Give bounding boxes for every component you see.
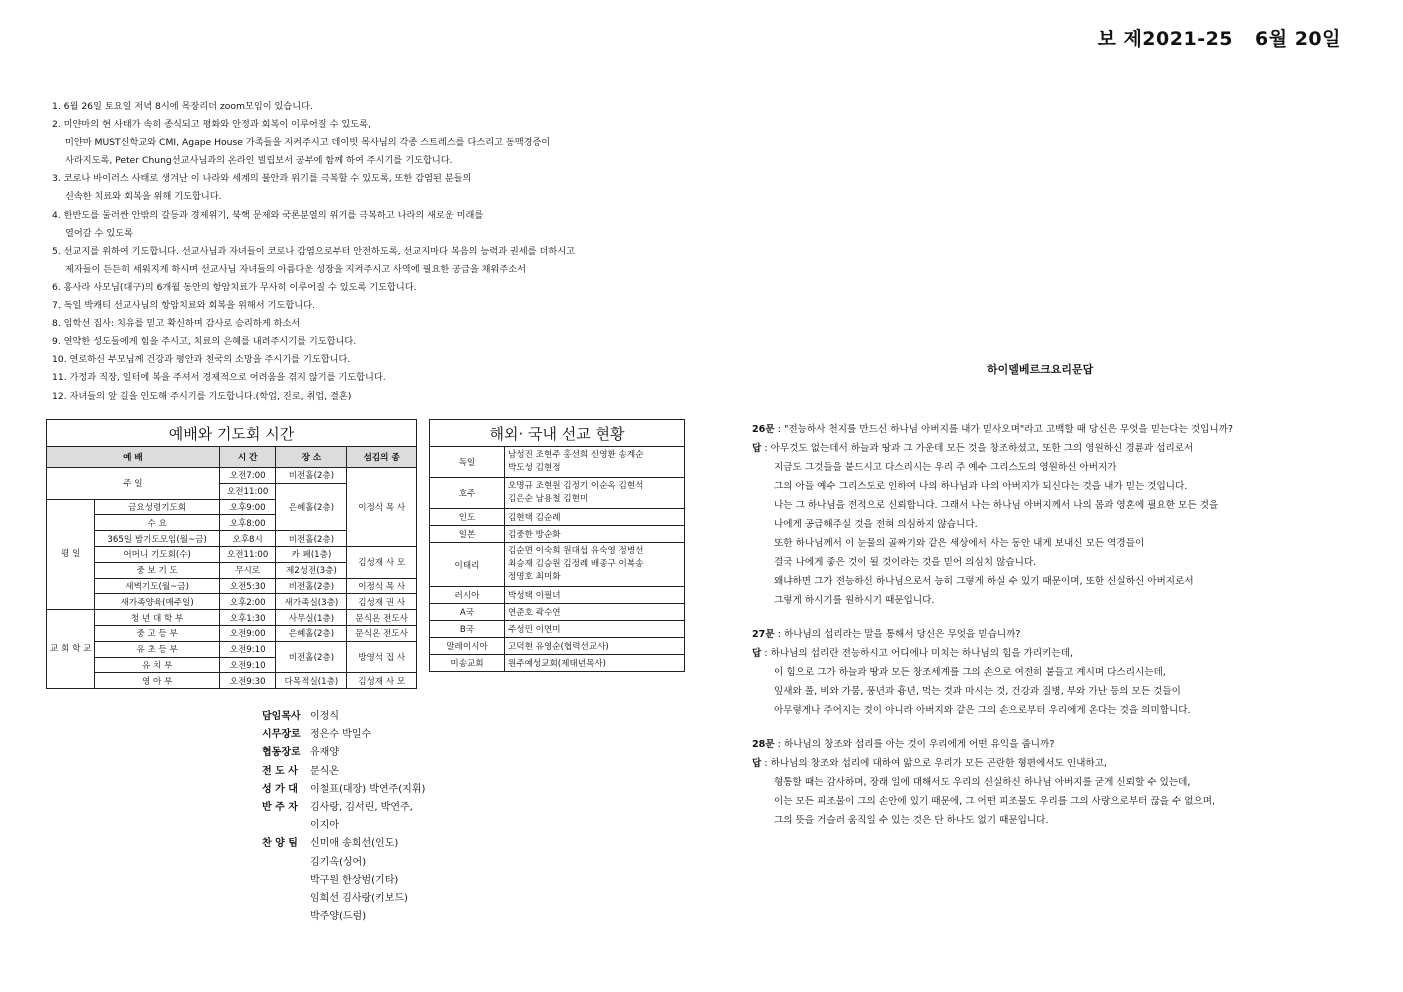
- notice-line: 11. 가정과 직장, 일터에 복을 주셔서 경제적으로 어려움을 겪지 않기를 기도합니다.: [52, 372, 386, 384]
- answer-text: 나에게 공급해주실 것을 전혀 의심하지 않습니다.: [774, 519, 978, 530]
- service-place: 제2성전(3층): [276, 562, 347, 578]
- answer-line: 답 : 아무것도 없는데서 하늘과 땅과 그 가운데 모든 것을 창조하셨고, 또한 그의 영원하신 경륜과 섭리로서: [752, 443, 1194, 454]
- mission-names: 박도성 김현정: [508, 463, 561, 473]
- mission-names: 정명호 최미화: [508, 572, 561, 582]
- bulletin-date: 6월 20일: [1255, 28, 1341, 50]
- staff-value-cont: 박구원 한상범(기타): [310, 874, 399, 886]
- staff-value-cont: 김기옥(싱어): [310, 856, 367, 868]
- school-time: 오후1:30: [219, 610, 276, 626]
- sunday-time-1: 오전7:00: [219, 468, 276, 484]
- school-name: 중 고 등 부: [95, 625, 219, 641]
- answer-text: 또한 하나님께서 이 눈물의 골짜기와 같은 세상에서 사는 동안 내게 보내신 모든 역경들이: [774, 538, 1145, 549]
- service-time: 오전11:00: [219, 546, 276, 562]
- staff-value: 정은수 박일수: [310, 729, 372, 741]
- staff-value: 문식온: [310, 765, 339, 777]
- weekday-group-label: 평 일: [47, 499, 95, 610]
- question-line: 28문 : 하나님의 창조와 섭리를 아는 것이 우리에게 어떤 유익을 줍니까?: [752, 739, 1055, 750]
- service-place: 카 페(1층): [276, 546, 347, 562]
- header-place: 장 소: [276, 447, 347, 468]
- sunday-place-1: 비전홀(2층): [276, 468, 347, 484]
- service-name: 중 보 기 도: [95, 562, 219, 578]
- question-line: 27문 : 하나님의 섭리라는 말을 통해서 당신은 무엇을 믿습니까?: [752, 629, 1021, 640]
- question-label: 26문: [752, 424, 775, 435]
- notice-line: 12. 자녀들의 앞 길을 인도해 주시기를 기도합니다.(학업, 진로, 취업, 결혼): [52, 390, 352, 402]
- school-name: 유 초 등 부: [95, 641, 219, 657]
- answer-text: 잎새와 풀, 비와 가뭄, 풍년과 흉년, 먹는 것과 마시는 것, 건강과 질병, 부와 가난 등의 모든 것들이: [774, 686, 1181, 697]
- school-leader: 방영석 집 사: [347, 641, 417, 673]
- bulletin-header: [1097, 24, 1341, 51]
- staff-role: 반 주 자: [262, 802, 298, 814]
- catechism-section: [752, 420, 1372, 830]
- school-name: 유 치 부: [95, 657, 219, 673]
- school-place: 다목적실(1층): [276, 673, 347, 689]
- school-time: 오전9:30: [219, 673, 276, 689]
- question-text: 하나님의 창조와 섭리를 아는 것이 우리에게 어떤 유익을 줍니까?: [783, 739, 1055, 750]
- school-place: 사무실(1층): [276, 610, 347, 626]
- service-time: 오후8:00: [219, 515, 276, 531]
- school-name: 영 아 부: [95, 673, 219, 689]
- mission-names: 원주예성교회(제태년목사): [505, 655, 685, 672]
- staff-list: [262, 708, 425, 926]
- service-place: 새가족실(3층): [276, 594, 347, 610]
- mission-country: 미송교회: [430, 655, 505, 672]
- answer-text: 하나님의 창조와 섭리에 대하여 앎으로 우리가 모든 곤란한 형편에서도 인내하고,: [770, 758, 1107, 769]
- service-name: 새벽기도(월~금): [95, 578, 219, 594]
- notice-line: 8. 임학선 집사: 치유를 믿고 확신하며 감사로 승리하게 하소서: [52, 318, 301, 330]
- header-time: 시 간: [219, 447, 276, 468]
- notice-line: 미얀마 MUST신학교와 CMI, Agape House 가족들을 지켜주시고 데이빗 목사님의 각종 스트레스를 다스리고 동맥경증이: [65, 137, 551, 149]
- staff-value: 이철표(대장) 박연주(지휘): [310, 783, 426, 795]
- school-place: 은혜홀(2층): [276, 625, 347, 641]
- mission-country: 호주: [430, 478, 505, 509]
- staff-role: 성 가 대: [262, 783, 298, 795]
- service-place: 비전홀(2층): [276, 531, 347, 547]
- notice-line: 7. 독일 박캐티 선교사님의 항암치료와 회복을 위해서 기도합니다.: [52, 300, 315, 312]
- mission-names: 김중한 방순화: [505, 526, 685, 543]
- mission-country: 독일: [430, 447, 505, 478]
- service-place: 비전홀(2층): [276, 578, 347, 594]
- answer-text: 지금도 그것들을 붙드시고 다스리시는 우리 주 예수 그리스도의 영원하신 아버지가: [774, 462, 1117, 473]
- notice-line: 1. 6월 26일 토요일 저녁 8시에 목장리더 zoom모임이 있습니다.: [52, 101, 313, 112]
- notice-line: 6. 홍사라 사모님(대구)의 6개월 동안의 항암치료가 무사히 이루어질 수 있도록 기도합니다.: [52, 281, 417, 293]
- school-name: 청 년 대 학 부: [95, 610, 219, 626]
- mission-names: 최승재 김승원 김정례 배종구 이복송: [508, 559, 644, 569]
- notice-line: 신속한 치료와 회복을 위해 기도합니다.: [65, 191, 222, 203]
- service-leader: 김성재 권 사: [347, 594, 417, 610]
- answer-line: 답 : 하나님의 창조와 섭리에 대하여 앎으로 우리가 모든 곤란한 형편에서도 인내하고,: [752, 758, 1107, 769]
- mission-names: 고덕현 유영순(협력선교사): [505, 638, 685, 655]
- sunday-label: 주 일: [47, 468, 220, 500]
- mission-names: 주성민 이연미: [505, 621, 685, 638]
- staff-role: 담임목사: [262, 711, 301, 722]
- notice-line: 10. 연로하신 부모님께 건강과 평안과 천국의 소망을 주시기를 기도합니다.: [52, 354, 351, 366]
- mission-names: 박성택 이필녀: [505, 587, 685, 604]
- bulletin-number: 보 제2021-25: [1097, 28, 1234, 50]
- service-time: 오후2:00: [219, 594, 276, 610]
- staff-role: 시무장로: [262, 729, 301, 741]
- prayer-notices: [52, 98, 692, 406]
- service-time: 오후8시: [219, 531, 276, 547]
- answer-label: 답: [752, 443, 762, 454]
- school-leader: 김성재 사 모: [347, 673, 417, 689]
- header-leader: 섬김의 종: [347, 447, 417, 468]
- answer-text: 그의 아들 예수 그리스도로 인하여 나의 하나님과 나의 아버지가 되신다는 것을 내가 믿는 것입니다.: [774, 481, 1188, 492]
- school-group-label: 교 회 학 교: [47, 610, 95, 689]
- service-time: 무시로: [219, 562, 276, 578]
- answer-text: 그의 뜻을 거슬러 움직일 수 있는 것은 단 하나도 없기 때문입니다.: [774, 815, 1049, 826]
- mission-country: A국: [430, 604, 505, 621]
- notice-line: 제자들이 든든히 세워지게 하시며 선교사님 자녀들의 아름다운 성장을 지켜주시고 사역에 필요한 공급을 채워주소서: [65, 263, 527, 275]
- staff-value: 유재양: [310, 747, 339, 759]
- answer-line: 답 : 하나님의 섭리란 전능하시고 어디에나 미치는 하나님의 힘을 가리키는데,: [752, 648, 1074, 659]
- service-leader: 김성재 사 모: [347, 546, 417, 578]
- mission-names: 김현택 김순례: [505, 509, 685, 526]
- mission-country: 러시아: [430, 587, 505, 604]
- header-service: 예 배: [47, 447, 220, 468]
- school-leader: 문식온 전도사: [347, 610, 417, 626]
- service-name: 수 요: [95, 515, 219, 531]
- staff-value-cont: 이지아: [310, 820, 339, 832]
- answer-text: 아무렇게나 주어지는 것이 아니라 아버지와 같은 그의 손으로부터 우리에게 온다는 것을 의미합니다.: [774, 705, 1191, 716]
- mission-names: 오명규 조현원 김정기 이순옥 김현석: [508, 481, 644, 491]
- answer-text: 왜냐하면 그가 전능하신 하나님으로서 능히 그렇게 하실 수 있기 때문이며, 또한 신실하신 아버지로서: [774, 576, 1194, 587]
- school-time: 오전9:10: [219, 657, 276, 673]
- service-time: 오전5:30: [219, 578, 276, 594]
- mission-country: 말레이시아: [430, 638, 505, 655]
- staff-value-cont: 임희선 김사랑(키보드): [310, 893, 408, 905]
- school-time: 오전9:10: [219, 641, 276, 657]
- answer-text: 하나님의 섭리란 전능하시고 어디에나 미치는 하나님의 힘을 가리키는데,: [770, 648, 1074, 659]
- mission-names: 연준호 곽수연: [505, 604, 685, 621]
- missions-title: 해외· 국내 선교 현황: [430, 420, 685, 447]
- school-place: 비전홀(2층): [276, 641, 347, 673]
- staff-value-cont: 박주양(드럼): [310, 911, 367, 923]
- staff-value: 김사랑, 김서린, 박연주,: [310, 802, 413, 814]
- answer-text: 나는 그 하나님을 전적으로 신뢰합니다. 그래서 나는 하나님 아버지께서 나의 몸과 영혼에 필요한 모든 것을: [774, 500, 1219, 511]
- worship-schedule-table: [46, 419, 417, 689]
- mission-names: 남성진 조현주 홍선희 신영환 송계순: [508, 450, 644, 460]
- notice-line: 사라지도록, Peter Chung선교사님과의 온라인 빌립보서 공부에 함께 하여 주시기를 기도합니다.: [65, 155, 453, 167]
- answer-text: 그렇게 하시기를 원하시기 때문입니다.: [774, 595, 935, 606]
- missions-table: [429, 419, 685, 672]
- mission-country: 인도: [430, 509, 505, 526]
- service-time: 오후9:00: [219, 499, 276, 515]
- answer-text: 이 힘으로 그가 하늘과 땅과 모든 창조세계를 그의 손으로 여전히 붙들고 계시며 다스리시는데,: [774, 667, 1166, 678]
- answer-text: 결국 나에게 좋은 것이 될 것이라는 것을 믿어 의심치 않습니다.: [774, 557, 1037, 568]
- notice-line: 2. 미얀마의 현 사태가 속히 종식되고 평화와 안정과 회복이 이루어질 수 있도록,: [52, 119, 371, 131]
- mission-names: 김은순 남용철 김현미: [508, 494, 589, 504]
- question-line: 26문 : "전능하사 천지를 만드신 하나님 아버지를 내가 믿사오며"라고 고백할 때 당신은 무엇을 믿는다는 것입니까?: [752, 424, 1233, 435]
- answer-label: 답: [752, 648, 762, 659]
- question-text: 하나님의 섭리라는 말을 통해서 당신은 무엇을 믿습니까?: [783, 629, 1021, 640]
- notice-line: 9. 연약한 성도들에게 힘을 주시고, 치료의 은혜를 내려주시기를 기도합니다.: [52, 336, 357, 348]
- school-time: 오전9:00: [219, 625, 276, 641]
- service-leader: 이정식 목 사: [347, 578, 417, 594]
- service-name: 어머니 기도회(수): [95, 546, 219, 562]
- service-name: 새가족양육(매주일): [95, 594, 219, 610]
- notice-line: 4. 한반도를 둘러싼 안밖의 갈등과 경제위기, 북핵 문제와 국론분열의 위기를 극복하고 나라의 새로운 미래를: [52, 209, 484, 221]
- answer-text: 아무것도 없는데서 하늘과 땅과 그 가운데 모든 것을 창조하셨고, 또한 그의 영원하신 경륜과 섭리로서: [770, 443, 1194, 454]
- staff-value: 이정식: [310, 711, 339, 722]
- answer-text: 이는 모든 피조물이 그의 손안에 있기 때문에, 그 어떤 피조물도 우리를 그의 사랑으로부터 끊을 수 없으며,: [774, 796, 1216, 807]
- notice-line: 5. 선교지를 위하여 기도합니다. 선교사님과 자녀들이 코로나 감염으로부터 안전하도록, 선교지마다 복음의 능력과 권세를 더하시고: [52, 245, 575, 257]
- staff-role: 찬 양 팀: [262, 838, 298, 850]
- answer-label: 답: [752, 758, 762, 769]
- mission-country: 일본: [430, 526, 505, 543]
- question-text: "전능하사 천지를 만드신 하나님 아버지를 내가 믿사오며"라고 고백할 때 당신은 무엇을 믿는다는 것입니까?: [783, 424, 1233, 435]
- question-label: 28문: [752, 739, 775, 750]
- question-label: 27문: [752, 629, 775, 640]
- sunday-place-2: 은혜홀(2층): [276, 483, 347, 530]
- answer-text: 형통할 때는 감사하며, 장래 일에 대해서도 우리의 신실하신 하나님 아버지를 굳게 신뢰할 수 있는데,: [774, 777, 1191, 788]
- notice-line: 열어갈 수 있도록: [65, 227, 133, 239]
- mission-country: 이태리: [430, 543, 505, 587]
- schedule-title: 예배와 기도회 시간: [47, 420, 417, 447]
- sunday-leader: 이정식 목 사: [347, 468, 417, 547]
- mission-country: B국: [430, 621, 505, 638]
- staff-role: 전 도 사: [262, 765, 298, 777]
- staff-role: 협동장로: [262, 747, 301, 759]
- service-name: 365일 밤기도모임(월~금): [95, 531, 219, 547]
- service-name: 금요성령기도회: [95, 499, 219, 515]
- notice-line: 3. 코로나 바이러스 사태로 생겨난 이 나라와 세계의 불안과 위기를 극복할 수 있도록, 또한 감염된 분들의: [52, 173, 472, 185]
- staff-value: 신미애 송희선(인도): [310, 838, 399, 850]
- mission-names: 김순면 이숙희 원대섭 유숙영 정병선: [508, 546, 644, 556]
- school-leader: 문식온 전도사: [347, 625, 417, 641]
- sunday-time-2: 오전11:00: [219, 483, 276, 499]
- catechism-title: 하이델베르크요리문답: [987, 363, 1094, 376]
